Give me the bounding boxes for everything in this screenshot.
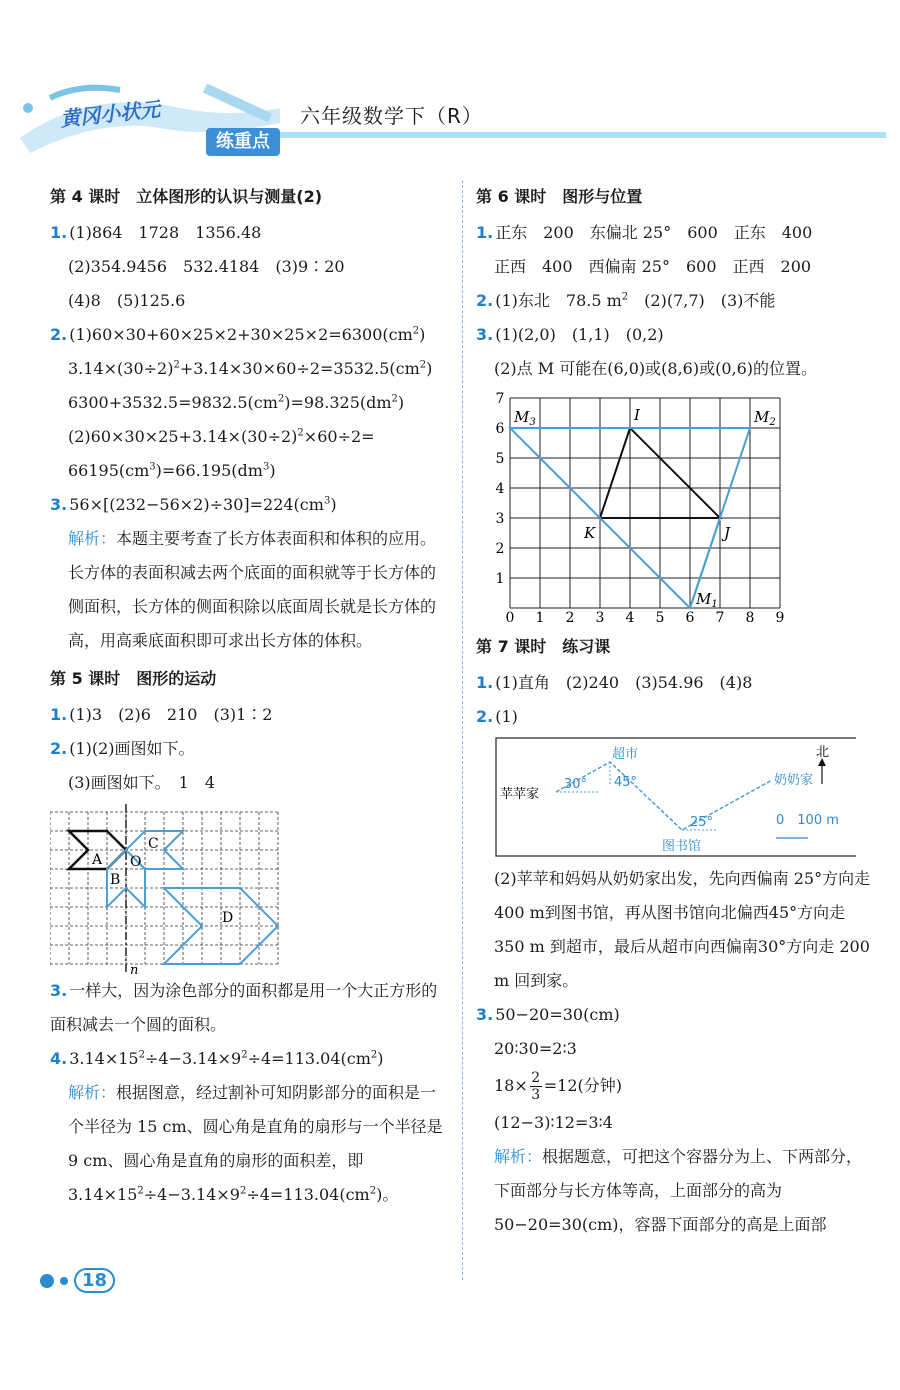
x-tick: 1	[535, 610, 545, 622]
x-tick: 0	[505, 610, 515, 622]
answer-line: 3. 一样大，因为涂色部分的面积都是用一个大正方形的面积减去一个圆的面积。	[50, 981, 438, 1034]
analysis-note: 解析：根据图意，经过割补可知阴影部分的面积是一个半径为 15 cm、圆心角是直角的扇形与一个半径是 9 cm、圆心角是直角的扇形的面积差，即 $3.14\times 15^2\div 4-3.14\times 9^2\div 4=113.04(cm^2)$。	[68, 1083, 443, 1204]
section-title-lesson5: 第 5 课时 图形的运动	[50, 669, 217, 688]
x-tick: 7	[715, 610, 725, 622]
coordinate-grid-figure	[476, 386, 876, 622]
answer-line: (4)8 (5)125.6	[68, 291, 186, 310]
y-tick: 5	[495, 451, 505, 467]
point-label-k: K	[584, 524, 596, 542]
answer-paragraph: (2)苹苹和妈妈从奶奶家出发，先向西偏南 25°方向走400 m到图书馆，再从图书馆向北偏西45°方向走 350 m 到超市，最后从超市向西偏南30°方向走 200 m 回到家。	[494, 869, 871, 990]
label-o: O	[130, 854, 142, 870]
answer-line: 2. (1)(2)画图如下。	[50, 739, 195, 758]
transformation-grid-figure	[50, 804, 450, 974]
y-tick: 1	[495, 571, 505, 587]
map-angle-30: 30°	[564, 777, 588, 792]
series-badge: 练重点	[206, 128, 280, 156]
answer-line: (3)画图如下。 1 4	[68, 773, 216, 792]
left-column	[50, 180, 450, 1212]
answer-line: 3. $56\times[(232-56\times 2)\div 30]=224(cm^3)$	[50, 495, 337, 514]
section-title-lesson4: 第 4 课时 立体图形的认识与测量(2)	[50, 187, 323, 206]
logo-text: 黄冈小状元	[59, 96, 162, 132]
y-tick: 4	[495, 481, 505, 497]
column-divider	[462, 180, 463, 1280]
answer-line: 2. $(1)60\times 30+60\times 25\times 2+30\times 25\times 2=6300(cm^2)$	[50, 325, 426, 344]
map-home-label: 苹苹家	[500, 787, 540, 802]
answer-line: $(2)60\times 30\times 25+3.14\times(30\div 2)^2\times 60\div 2=$	[68, 427, 375, 446]
answer-line: 20∶30=2∶3	[494, 1039, 577, 1058]
point-label-i: I	[634, 406, 640, 424]
point-label-m1: $M_1$	[696, 590, 718, 610]
decor-dot	[40, 1274, 54, 1288]
section-title-lesson7: 第 7 课时 练习课	[476, 637, 611, 656]
right-column	[476, 180, 876, 1242]
section-title-lesson6: 第 6 课时 图形与位置	[476, 187, 643, 206]
answer-line: $3.14\times(30\div 2)^2+3.14\times 30\times 60\div 2=3532.5(cm^2)$	[68, 359, 433, 378]
x-tick: 9	[775, 610, 785, 622]
map-market-label: 超市	[612, 747, 639, 762]
answer-line: 3. 50−20=30(cm)	[476, 1005, 620, 1024]
route-map-svg	[476, 734, 856, 858]
map-angle-45: 45°	[614, 775, 638, 790]
x-tick: 4	[625, 610, 635, 622]
analysis-note: 解析：本题主要考查了长方体表面积和体积的应用。长方体的表面积减去两个底面的面积就等于长方体的侧面积，长方体的侧面积除以底面周长就是长方体的高，用高乘底面积即可求出长方体的体积。	[68, 529, 437, 650]
fraction: $\frac{2}{3}$	[531, 1070, 541, 1103]
answer-line: 4. $3.14\times 15^2\div 4-3.14\times 9^2\div 4=113.04(cm^2)$	[50, 1049, 384, 1068]
page-header	[0, 60, 900, 160]
point-label-j: J	[724, 524, 731, 542]
route-map-figure	[476, 734, 876, 862]
x-tick: 2	[565, 610, 575, 622]
x-tick: 6	[685, 610, 695, 622]
answer-line: (2)点 M 可能在(6,0)或(8,6)或(0,6)的位置。	[494, 359, 818, 378]
decor-dot	[60, 1277, 68, 1285]
answer-line: 1. (1)3 (2)6 210 (3)1∶2	[50, 705, 273, 724]
answer-line: (12−3)∶12=3∶4	[494, 1113, 613, 1132]
page-number-value: 18	[74, 1268, 115, 1293]
book-title: 六年级数学下（R）	[300, 104, 483, 128]
x-tick: 3	[595, 610, 605, 622]
answer-line: 2. (1)	[476, 707, 518, 726]
label-d: D	[222, 910, 234, 926]
answer-line: 3. (1)(2,0) (1,1) (0,2)	[476, 325, 664, 344]
answer-line: $6300+3532.5=9832.5(cm^2)=98.325(dm^2)$	[68, 393, 405, 412]
answer-line: (2)354.9456 532.4184 (3)9∶20	[68, 257, 345, 276]
y-tick: 7	[495, 391, 505, 407]
answer-line: 1. (1)直角 (2)240 (3)54.96 (4)8	[476, 673, 753, 692]
series-logo	[10, 68, 310, 158]
map-scale-label: 0 100 m	[776, 813, 839, 828]
coordinate-grid-svg	[476, 386, 796, 622]
label-b: B	[110, 872, 121, 888]
answer-line: 1. (1)864 1728 1356.48	[50, 223, 262, 242]
answer-line: $66195(cm^3)=66.195(dm^3)$	[68, 461, 276, 480]
map-library-label: 图书馆	[662, 839, 702, 854]
map-grandma-label: 奶奶家	[774, 773, 814, 788]
label-c: C	[148, 836, 159, 852]
label-a: A	[92, 852, 103, 868]
analysis-note: 解析：根据题意，可把这个容器分为上、下两部分，下面部分与长方体等高，上面部分的高为 50−20=30(cm)，容器下面部分的高是上面部	[494, 1147, 863, 1234]
map-angle-25: 25°	[690, 815, 714, 830]
transformation-grid-svg	[50, 804, 290, 974]
header-rule	[280, 132, 886, 138]
x-tick: 8	[745, 610, 755, 622]
y-tick: 3	[495, 511, 505, 527]
answer-line: 1. 正东 200 东偏北 25° 600 正东 400	[476, 223, 813, 242]
answer-line: 正西 400 西偏南 25° 600 正西 200	[494, 257, 812, 276]
answer-line: 2. (1)东北 78.5 $m^2$ (2)(7,7) (3)不能	[476, 291, 776, 310]
answer-line: 18× $\frac{2}{3}$ =12(分钟)	[494, 1070, 623, 1103]
point-label-m3: $M_3$	[514, 408, 536, 428]
label-n: n	[130, 963, 139, 974]
y-tick: 6	[495, 421, 505, 437]
point-label-m2: $M_2$	[754, 408, 776, 428]
y-tick: 2	[495, 541, 505, 557]
page-number	[40, 1268, 115, 1293]
map-north-label: 北	[816, 745, 830, 760]
x-tick: 5	[655, 610, 665, 622]
